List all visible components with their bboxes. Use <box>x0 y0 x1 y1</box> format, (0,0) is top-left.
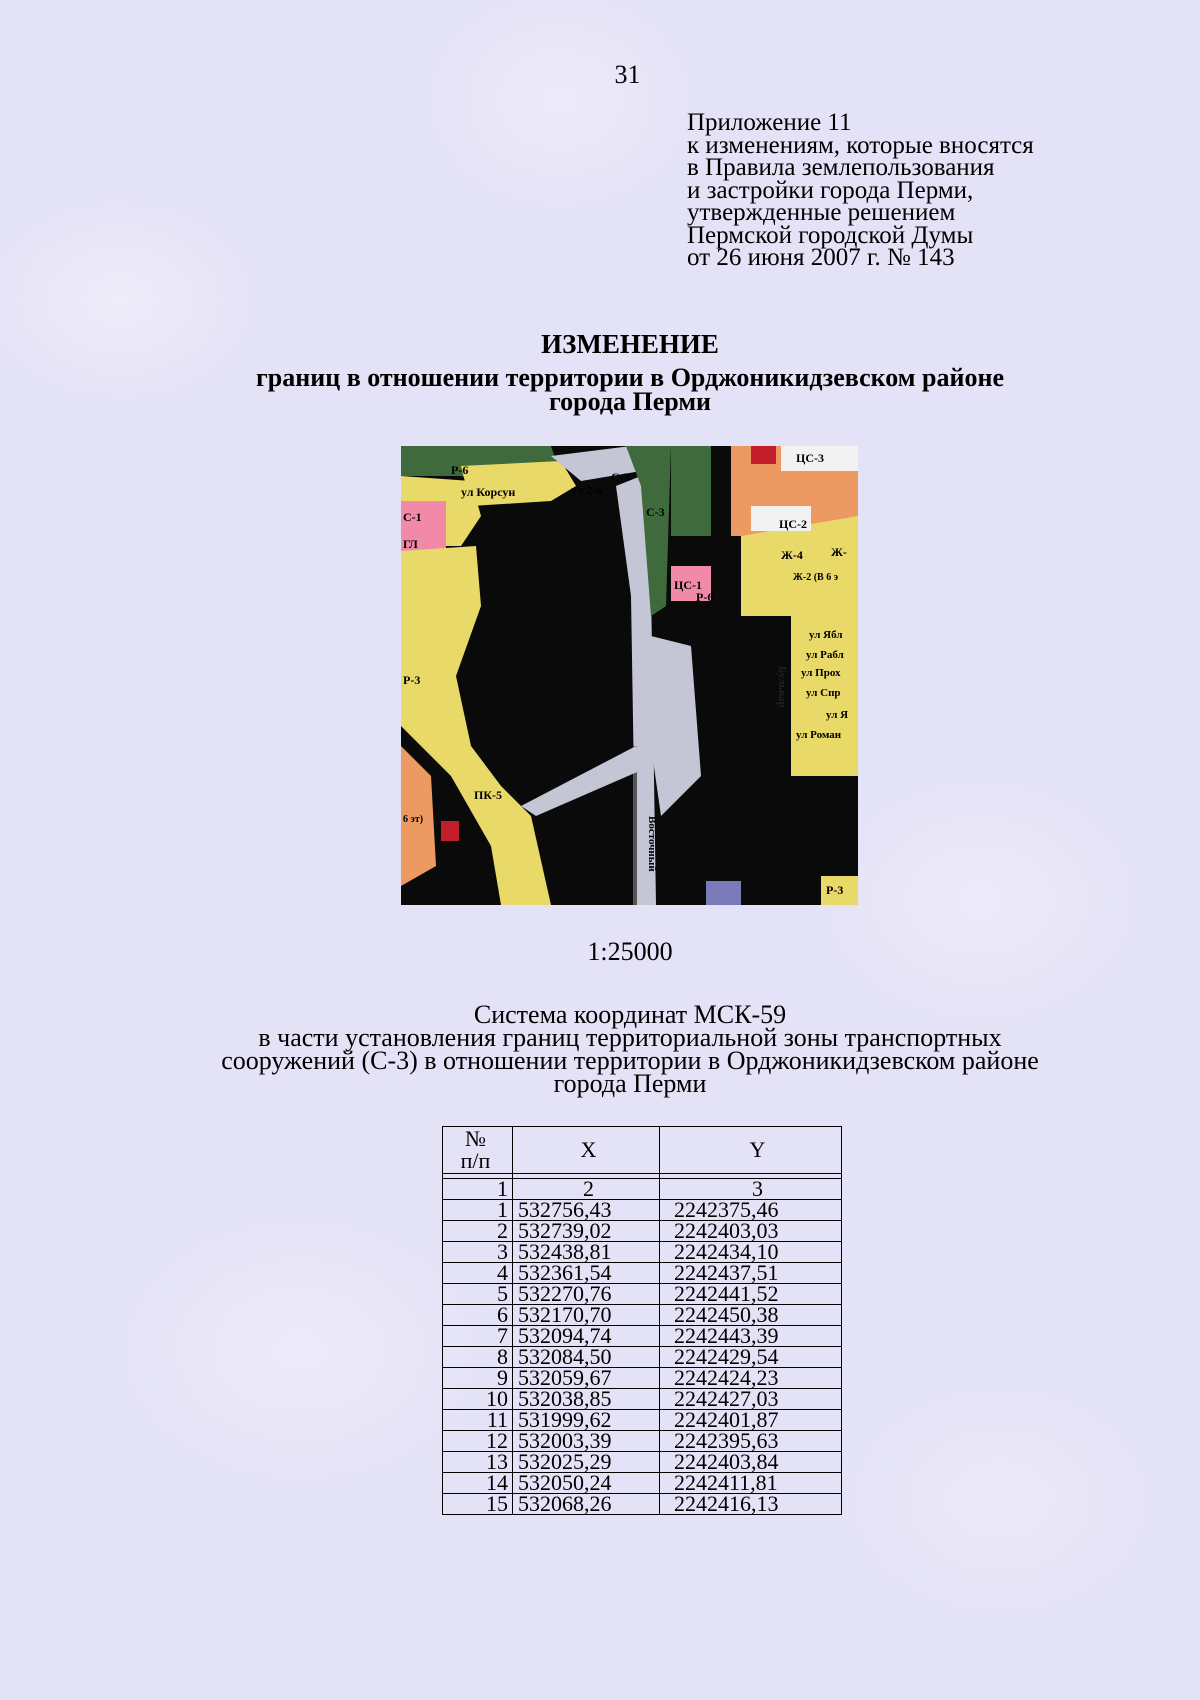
point-number-cell: 3 <box>443 1242 513 1263</box>
map-label: С-3 <box>611 470 630 484</box>
map-label: Р-6 <box>696 590 714 604</box>
x-coordinate-cell: 532003,39 <box>513 1431 660 1452</box>
subtitle-line: границ в отношении территории в Орджоникидзевском районе <box>256 363 1004 392</box>
x-coordinate-cell: 532170,70 <box>513 1305 660 1326</box>
y-coordinate-cell: 2242437,51 <box>660 1263 842 1284</box>
x-coordinate-cell: 532059,67 <box>513 1368 660 1389</box>
point-number-cell: 6 <box>443 1305 513 1326</box>
appendix-line: Пермской городской Думы <box>687 221 974 249</box>
map-label: Ж- <box>831 545 847 559</box>
document-subtitle <box>0 363 1200 416</box>
appendix-line: от 26 июня 2007 г. № 143 <box>687 244 955 271</box>
x-coordinate-cell: 532050,24 <box>513 1473 660 1494</box>
point-number-cell: 12 <box>443 1431 513 1452</box>
zoning-map <box>401 446 858 905</box>
point-number-cell: 4 <box>443 1263 513 1284</box>
caption-line: города Перми <box>553 1069 707 1098</box>
document-title: ИЗМЕНЕНИЕ <box>541 329 719 359</box>
page-number: 31 <box>614 60 641 89</box>
index-cell: 2 <box>513 1179 660 1200</box>
y-coordinate-cell: 2242429,54 <box>660 1347 842 1368</box>
point-number-cell: 1 <box>443 1200 513 1221</box>
map-label: ул Рабл <box>806 649 844 661</box>
caption-line: Система координат МСК-59 <box>473 1000 787 1029</box>
caption-line: в части установления границ территориальной зоны транспортных <box>258 1023 1002 1052</box>
index-cell: 3 <box>660 1179 842 1200</box>
green-zone <box>671 446 711 536</box>
map-label: Ж-2 (В 6 э <box>793 572 839 583</box>
header-num <box>443 1127 513 1174</box>
subtitle-line: города Перми <box>548 387 712 416</box>
caption-line: сооружений (С-3) в отношении территории в Орджоникидзевском районе <box>221 1046 1039 1075</box>
appendix-line: утвержденные решением <box>687 199 956 226</box>
appendix-line: Приложение 11 <box>687 109 852 136</box>
y-coordinate-cell: 2242395,63 <box>660 1431 842 1452</box>
y-coordinate-cell: 2242441,52 <box>660 1284 842 1305</box>
y-coordinate-cell: 2242434,10 <box>660 1242 842 1263</box>
map-label: ул Роман <box>796 729 842 741</box>
index-cell: 1 <box>443 1179 513 1200</box>
map-label: Восточный <box>646 816 658 872</box>
point-number-cell: 14 <box>443 1473 513 1494</box>
y-coordinate-cell: 2242443,39 <box>660 1326 842 1347</box>
map-label: 6 эт) <box>403 814 424 825</box>
x-coordinate-cell: 532270,76 <box>513 1284 660 1305</box>
y-coordinate-cell: 2242375,46 <box>660 1200 842 1221</box>
appendix-line: в Правила землепользования <box>687 154 995 181</box>
map-label: ЦС-3 <box>796 451 824 465</box>
map-label: Бульвар <box>776 666 788 708</box>
map-label: ул Спр <box>806 687 841 699</box>
y-coordinate-cell: 2242427,03 <box>660 1389 842 1410</box>
header-num-line: № <box>465 1126 486 1151</box>
point-number-cell: 13 <box>443 1452 513 1473</box>
red-zone <box>751 446 776 464</box>
y-coordinate-cell: 2242424,23 <box>660 1368 842 1389</box>
map-label: Р-6 <box>451 463 469 477</box>
x-coordinate-cell: 532025,29 <box>513 1452 660 1473</box>
point-number-cell: 5 <box>443 1284 513 1305</box>
map-label: Р-3 <box>826 883 844 897</box>
map-scale: 1:25000 <box>587 937 673 966</box>
red-zone <box>441 821 459 841</box>
appendix-line: и застройки города Перми, <box>687 176 974 204</box>
map-label: ул Прох <box>801 667 841 679</box>
header-num-line: п/п <box>460 1148 491 1173</box>
coordinates-table <box>442 1126 842 1515</box>
x-coordinate-cell: 532739,02 <box>513 1221 660 1242</box>
y-coordinate-cell: 2242403,03 <box>660 1221 842 1242</box>
x-coordinate-cell: 532756,43 <box>513 1200 660 1221</box>
point-number-cell: 2 <box>443 1221 513 1242</box>
map-label: ЦС-1 <box>674 578 702 592</box>
map-label: С-1 <box>403 510 422 524</box>
point-number-cell: 9 <box>443 1368 513 1389</box>
map-label: Ж-4 <box>781 548 803 562</box>
map-label: ул 2-я <box>571 483 603 497</box>
y-coordinate-cell: 2242403,84 <box>660 1452 842 1473</box>
appendix-note <box>687 109 1034 271</box>
map-label: ПК-5 <box>474 788 503 802</box>
map-label: ул Ябл <box>809 629 843 641</box>
x-coordinate-cell: 531999,62 <box>513 1410 660 1431</box>
x-coordinate-cell: 532438,81 <box>513 1242 660 1263</box>
map-label: ГЛ <box>403 537 418 551</box>
map-label: ул Корсун <box>461 485 516 499</box>
x-coordinate-cell: 532068,26 <box>513 1494 660 1515</box>
header-y: Y <box>660 1127 842 1174</box>
header-x: X <box>513 1127 660 1174</box>
appendix-line: к изменениям, которые вносятся <box>687 131 1034 159</box>
point-number-cell: 11 <box>443 1410 513 1431</box>
table-row <box>443 1494 842 1515</box>
y-coordinate-cell: 2242416,13 <box>660 1494 842 1515</box>
coordinate-system-caption <box>0 1000 1200 1098</box>
y-coordinate-cell: 2242450,38 <box>660 1305 842 1326</box>
x-coordinate-cell: 532038,85 <box>513 1389 660 1410</box>
x-coordinate-cell: 532084,50 <box>513 1347 660 1368</box>
y-coordinate-cell: 2242401,87 <box>660 1410 842 1431</box>
map-label: Р-3 <box>403 673 421 687</box>
x-coordinate-cell: 532094,74 <box>513 1326 660 1347</box>
point-number-cell: 10 <box>443 1389 513 1410</box>
y-coordinate-cell: 2242411,81 <box>660 1473 842 1494</box>
point-number-cell: 15 <box>443 1494 513 1515</box>
map-label: С-3 <box>646 505 665 519</box>
blue-zone <box>706 881 741 905</box>
point-number-cell: 7 <box>443 1326 513 1347</box>
map-label: ЦС-2 <box>779 517 807 531</box>
map-label: ул Я <box>826 709 849 721</box>
point-number-cell: 8 <box>443 1347 513 1368</box>
x-coordinate-cell: 532361,54 <box>513 1263 660 1284</box>
